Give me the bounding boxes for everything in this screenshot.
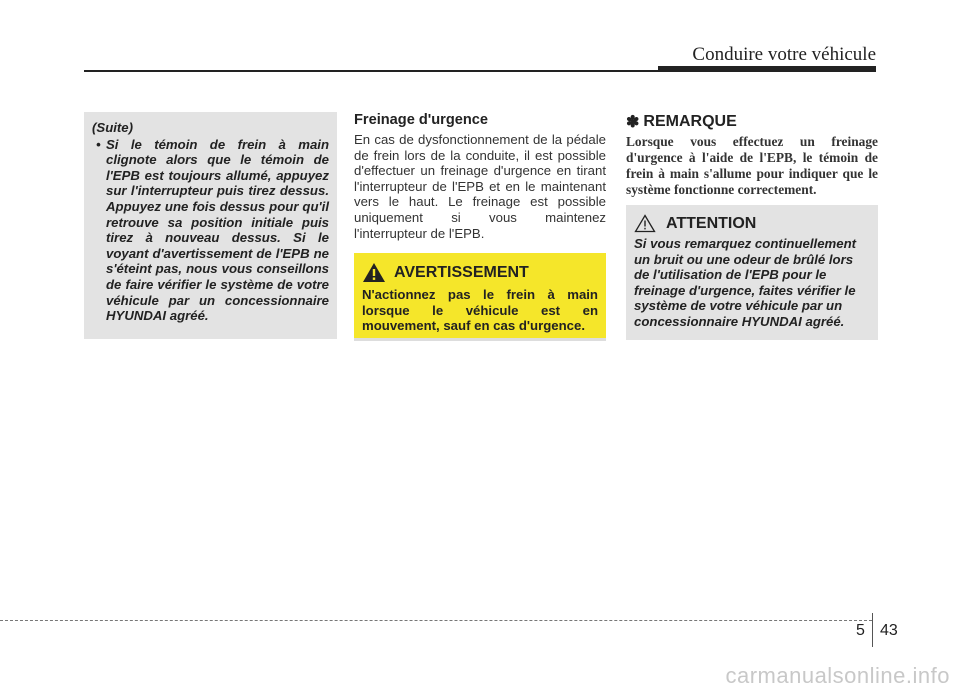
suite-item-text: Si le témoin de frein à main clignote alors que le témoin de l'EPB est toujours allumé, appuyez sur l'interrupteur puis tirez dessus. Appuyez une fois dessus pour qu'il retrouve sa position initiale puis tirez à nouveau dessus. Si le voyant d'avertissement de l'EPB ne s'éteint pas, nous vous conseillons de faire vérifier le système de votre véhicule par un concessionnaire HYUNDAI agréé. [106, 136, 329, 324]
footer-rule [0, 620, 872, 621]
remarque-title: REMARQUE [643, 113, 737, 130]
suite-item [92, 137, 329, 324]
chapter-number: 5 [856, 622, 865, 639]
page-separator [872, 613, 873, 647]
remarque-section [626, 112, 878, 198]
attention-box [626, 205, 878, 340]
attention-header [634, 214, 870, 233]
attention-text: Si vous remarquez continuellement un bruit ou une odeur de brûlé lors de l'utilisation de l'EPB pour le freinage d'urgence, faites vérifier le système de votre véhicule par un concessionnaire HYUNDAI agréé. [634, 236, 857, 329]
avertissement-text: N'actionnez pas le frein à main lorsque le véhicule est en mouvement, sauf en cas d'urgence. [362, 287, 598, 334]
watermark: carmanualsonline.info [725, 663, 950, 688]
warning-triangle-icon [362, 262, 386, 283]
avertissement-header [362, 262, 598, 283]
freinage-text: En cas de dysfonctionnement de la pédale de frein lors de la conduite, il est possible d'effectuer un freinage d'urgence en tirant l'interrupteur de l'EPB et en le maintenant vers le haut. Le freinage est possible uniquement si vous maintenez l'interrupteur de l'EPB. [354, 132, 606, 241]
freinage-section [354, 112, 606, 241]
header-thick-rule [658, 66, 876, 71]
page-number: 43 [880, 622, 898, 639]
avertissement-box [354, 253, 606, 341]
freinage-title: Freinage d'urgence [354, 112, 489, 128]
asterisk-icon: ✽ [626, 114, 640, 131]
bullet-icon: • [96, 136, 101, 152]
avertissement-title: AVERTISSEMENT [394, 263, 529, 281]
suite-heading: (Suite) [92, 120, 134, 135]
suite-box [84, 112, 337, 339]
attention-title: ATTENTION [666, 214, 757, 232]
remarque-header [626, 112, 878, 132]
remarque-text: Lorsque vous effectuez un freinage d'urgence à l'aide de l'EPB, le témoin de frein à main s'allume pour indiquer que le système fonctionne correctement. [626, 134, 878, 197]
caution-triangle-icon [634, 214, 656, 233]
header-title: Conduire votre véhicule [692, 44, 876, 65]
